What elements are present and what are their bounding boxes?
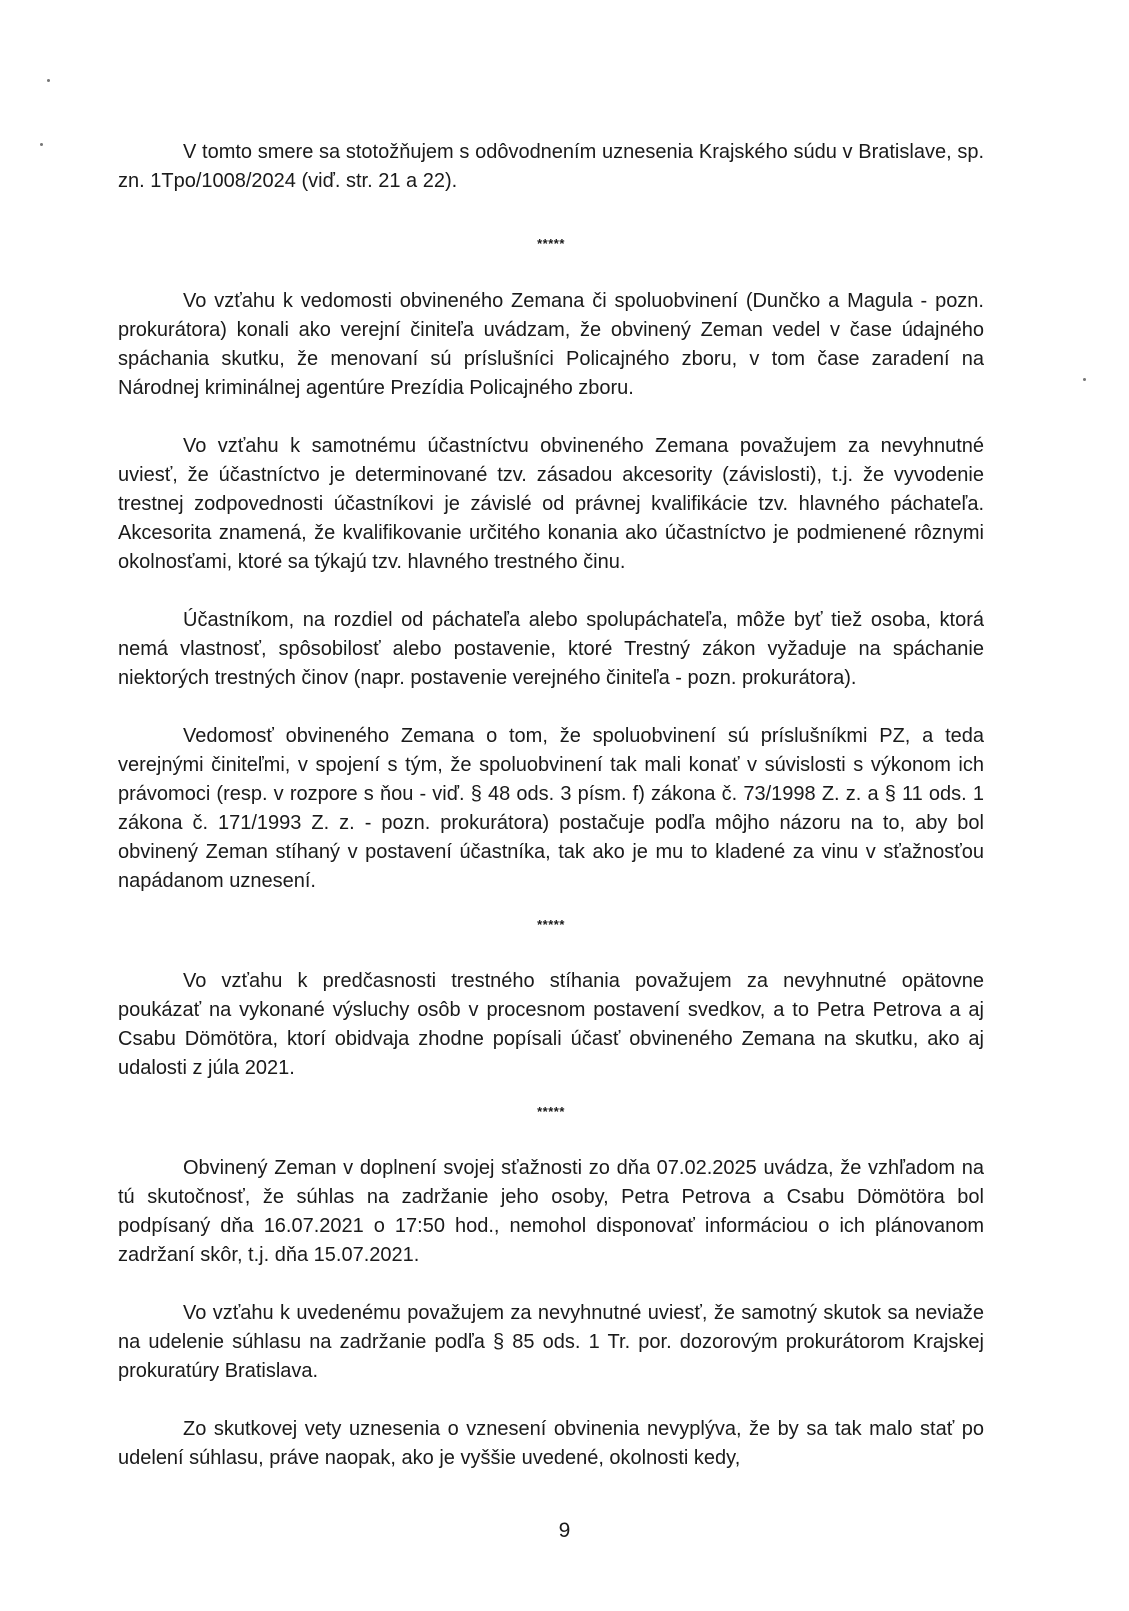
paragraph: Vedomosť obvineného Zemana o tom, že spoluobvinení sú príslušníkmi PZ, a teda verejnými činiteľmi, v spojení s tým, že spoluobvinení tak mali konať v súvislosti s výkonom ich právomoci (resp. v rozpore s ňou - viď. § 48 ods. 3 písm. f) zákona č. 73/1998 Z. z. a § 11 ods. 1 zákona č. 171/1993 Z. z. - pozn. prokurátora) postačuje podľa môjho názoru na to, aby bol obvinený Zeman stíhaný v postavení účastníka, tak ako je mu to kladené za vinu v sťažnosťou napádanom uznesení. — [118, 725, 984, 892]
section-separator: ***** — [537, 1104, 565, 1119]
paragraph: V tomto smere sa stotožňujem s odôvodnením uznesenia Krajského súdu v Bratislave, sp. zn. 1Tpo/1008/2024 (viď. str. 21 a 22). — [118, 141, 984, 192]
page-number: 9 — [558, 1519, 571, 1542]
paragraph: Obvinený Zeman v doplnení svojej sťažnosti zo dňa 07.02.2025 uvádza, že vzhľadom na tú skutočnosť, že súhlas na zadržanie jeho osoby, Petra Petrova a Csabu Dömötöra bol podpísaný dňa 16.07.2021 o 17:50 hod., nemohol disponovať informáciou o ich plánovanom zadržaní skôr, t.j. dňa 15.07.2021. — [118, 1157, 984, 1266]
section-separator: ***** — [537, 236, 565, 251]
scan-speck — [47, 79, 50, 82]
document-body — [118, 138, 984, 1473]
paragraph: Účastníkom, na rozdiel od páchateľa alebo spolupáchateľa, môže byť tiež osoba, ktorá nemá vlastnosť, spôsobilosť alebo postavenie, ktoré Trestný zákon vyžaduje na spáchanie niektorých trestných činov (napr. postavenie verejného činiteľa - pozn. prokurátora). — [118, 609, 984, 689]
paragraph: Vo vzťahu k uvedenému považujem za nevyhnutné uviesť, že samotný skutok sa neviaže na udelenie súhlasu na zadržanie podľa § 85 ods. 1 Tr. por. dozorovým prokurátorom Krajskej prokuratúry Bratislava. — [118, 1302, 984, 1382]
paragraph: Vo vzťahu k predčasnosti trestného stíhania považujem za nevyhnutné opätovne poukázať na vykonané výsluchy osôb v procesnom postavení svedkov, a to Petra Petrova a aj Csabu Dömötöra, ktorí obidvaja zhodne popísali účasť obvineného Zemana na skutku, ako aj udalosti z júla 2021. — [118, 970, 984, 1079]
scan-speck — [40, 143, 43, 146]
section-separator: ***** — [537, 917, 565, 932]
scan-speck — [1083, 378, 1086, 381]
paragraph: Vo vzťahu k vedomosti obvineného Zemana či spoluobvinení (Dunčko a Magula - pozn. prokurátora) konali ako verejní činiteľa uvádzam, že obvinený Zeman vedel v čase údajného spáchania skutku, že menovaní sú príslušníci Policajného zboru, v tom čase zaradení na Národnej kriminálnej agentúre Prezídia Policajného zboru. — [118, 290, 984, 399]
paragraph: Zo skutkovej vety uznesenia o vznesení obvinenia nevyplýva, že by sa tak malo stať po udelení súhlasu, práve naopak, ako je vyššie uvedené, okolnosti kedy, — [118, 1418, 984, 1469]
paragraph: Vo vzťahu k samotnému účastníctvu obvineného Zemana považujem za nevyhnutné uviesť, že účastníctvo je determinované tzv. zásadou akcesority (závislosti), t.j. že vyvodenie trestnej zodpovednosti účastníkovi je závislé od právnej kvalifikácie tzv. hlavného páchateľa. Akcesorita znamená, že kvalifikovanie určitého konania ako účastníctvo je podmienené rôznymi okolnosťami, ktoré sa týkajú tzv. hlavného trestného činu. — [118, 435, 984, 573]
